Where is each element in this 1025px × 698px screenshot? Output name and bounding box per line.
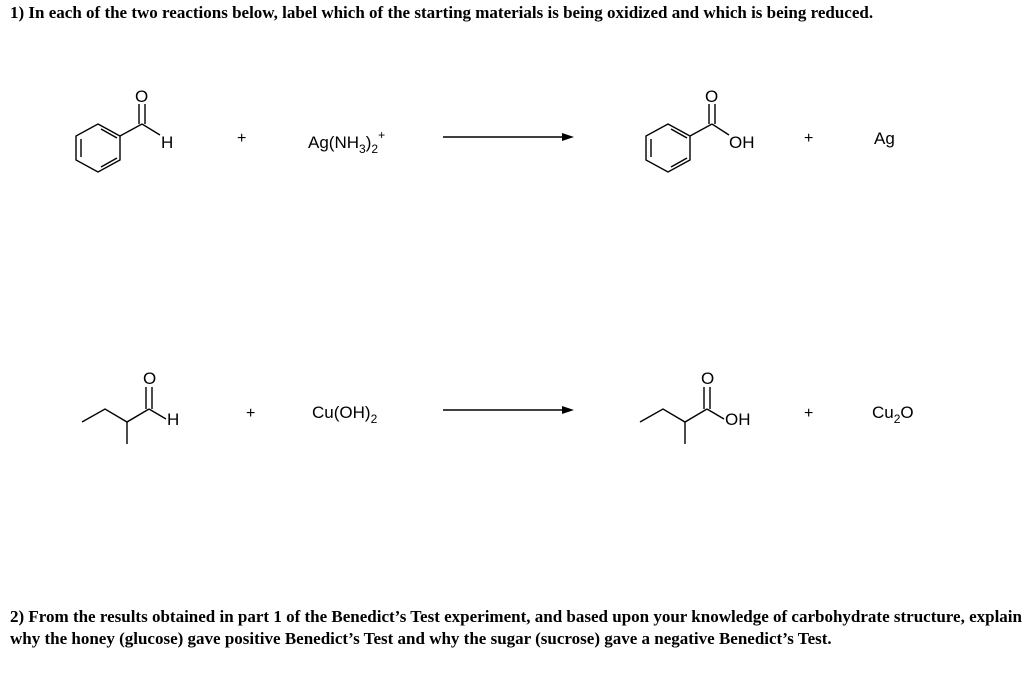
svg-text:Cu2O — [872, 403, 914, 426]
reagent-close-paren: ) — [365, 133, 372, 152]
reagent-subscript: 2 — [370, 412, 378, 426]
benzaldehyde-structure — [76, 87, 173, 172]
product-base: Cu — [872, 403, 894, 422]
aldehyde-oxygen: O — [143, 369, 157, 388]
plus-sign: + — [804, 405, 814, 422]
reagent-base: Cu(OH) — [312, 403, 371, 422]
ring-carbonyl-bond — [120, 124, 142, 136]
acid-oxygen: O — [701, 369, 715, 388]
reagent-subscript: 2 — [371, 142, 379, 156]
2-methylbutanal-structure — [82, 369, 179, 444]
2-methylbutanoic-acid-structure — [640, 369, 751, 444]
plus-sign: + — [246, 405, 256, 422]
reaction-arrow — [443, 406, 574, 414]
silver-product: Ag — [874, 129, 895, 148]
reagent-subscript: 3 — [359, 142, 366, 156]
benzoic-acid-oxygen: O — [705, 87, 719, 106]
tollens-reagent — [308, 128, 385, 156]
benzoic-acid-hydroxyl: OH — [729, 133, 755, 152]
copper-oxide-product — [872, 403, 914, 426]
reaction-1 — [0, 80, 1025, 200]
acid-hydroxyl: OH — [725, 410, 751, 429]
reagent-charge: + — [378, 128, 386, 142]
question-1-text: 1) In each of the two reactions below, label which of the starting materials is being oxidized and which is being reduced. — [10, 3, 874, 22]
plus-sign: + — [237, 130, 247, 147]
benzaldehyde-hydrogen: H — [161, 133, 174, 152]
reaction-arrow — [443, 133, 574, 141]
product-oxygen: O — [900, 403, 914, 422]
aldehyde-hydrogen: H — [167, 410, 180, 429]
svg-text:Cu(OH)2 — [312, 403, 378, 426]
product-subscript: 2 — [893, 412, 901, 426]
copper-hydroxide-reagent — [312, 403, 378, 426]
benzaldehyde-oxygen: O — [135, 87, 149, 106]
question-2-text: 2) From the results obtained in part 1 of the Benedict’s Test experiment, and based upon your knowledge of carbohydrate structure, explain why the honey (glucose) gave positive Benedict’s Test and why the sugar (sucrose) gave a negative Benedict’s Test. — [10, 607, 1022, 648]
benzene-ring — [76, 124, 120, 172]
svg-text:Ag(NH3)2+ — [308, 128, 385, 156]
benzene-ring — [646, 124, 690, 172]
reaction-2 — [0, 360, 1025, 460]
benzoic-acid-structure — [646, 87, 755, 172]
plus-sign: + — [804, 130, 814, 147]
reagent-base: Ag(NH — [308, 133, 360, 152]
